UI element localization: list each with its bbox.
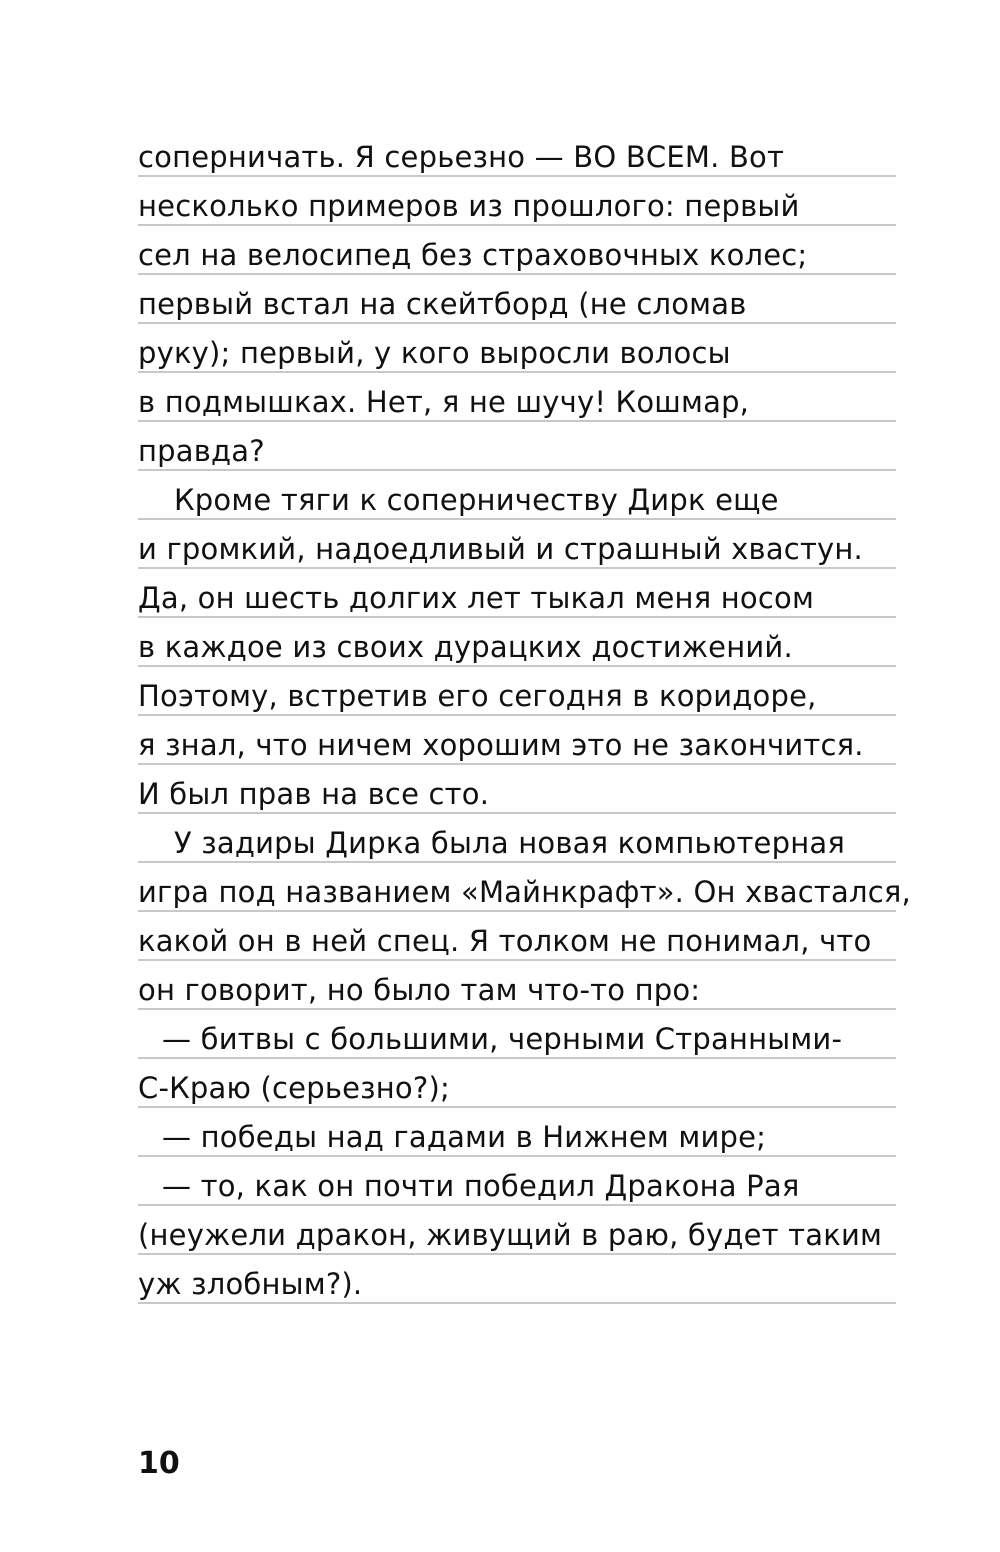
list-item-line: — то, как он почти победил Дракона Рая (138, 1157, 896, 1206)
text-line: он говорит, но было там что-то про: (138, 961, 896, 1010)
list-item-line: — битвы с большими, черными Странными- (138, 1010, 896, 1059)
page-number: 10 (138, 1446, 180, 1481)
text-line: какой он в ней спец. Я толком не понимал, что (138, 912, 896, 961)
text-line: уж злобным?). (138, 1255, 896, 1304)
text-body (138, 128, 911, 1304)
text-line: первый встал на скейтборд (не сломав (138, 275, 896, 324)
text-line: (неужели дракон, живущий в раю, будет таким (138, 1206, 896, 1255)
text-line: соперничать. Я серьезно — ВО ВСЕМ. Вот (138, 128, 896, 177)
paragraph-start-line: Кроме тяги к соперничеству Дирк еще (138, 471, 896, 520)
text-line: Да, он шесть долгих лет тыкал меня носом (138, 569, 896, 618)
text-line: правда? (138, 422, 896, 471)
text-line: я знал, что ничем хорошим это не закончится. (138, 716, 896, 765)
text-line: игра под названием «Майнкрафт». Он хвастался, (138, 863, 896, 912)
text-line: Поэтому, встретив его сегодня в коридоре, (138, 667, 896, 716)
text-line: в подмышках. Нет, я не шучу! Кошмар, (138, 373, 896, 422)
text-line: несколько примеров из прошлого: первый (138, 177, 896, 226)
text-line: сел на велосипед без страховочных колес; (138, 226, 896, 275)
text-line: и громкий, надоедливый и страшный хвастун. (138, 520, 896, 569)
paragraph-start-line: У задиры Дирка была новая компьютерная (138, 814, 896, 863)
text-line: руку); первый, у кого выросли волосы (138, 324, 896, 373)
list-item-line: — победы над гадами в Нижнем мире; (138, 1108, 896, 1157)
text-line: в каждое из своих дурацких достижений. (138, 618, 896, 667)
text-line: С-Краю (серьезно?); (138, 1059, 896, 1108)
text-line: И был прав на все сто. (138, 765, 896, 814)
